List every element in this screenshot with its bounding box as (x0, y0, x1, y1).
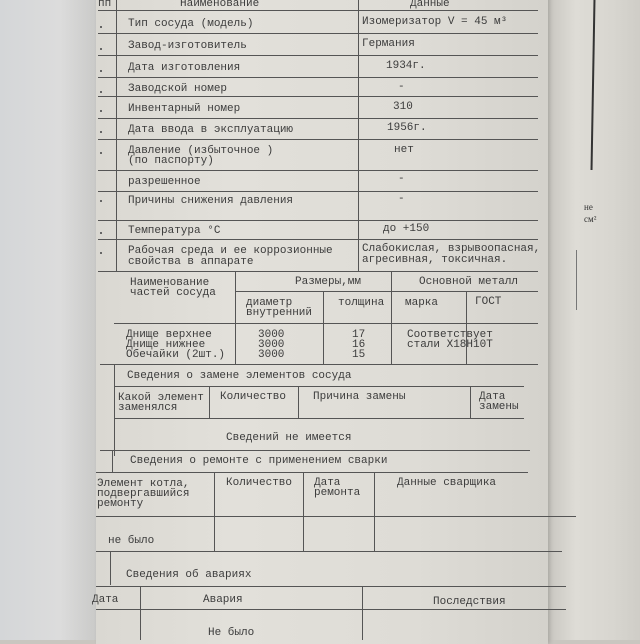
row-number (100, 110, 102, 112)
part-thickness: 16 (352, 339, 366, 351)
part-diameter: 3000 (258, 329, 285, 341)
col-quantity: Количество (220, 391, 287, 403)
divider (358, 0, 359, 272)
divider (100, 450, 530, 451)
divider (98, 55, 538, 56)
header-name: Наименование (180, 0, 260, 10)
part-diameter: 3000 (258, 349, 285, 361)
row-number (100, 252, 102, 254)
row-number (100, 232, 102, 234)
divider (114, 418, 524, 419)
col-welder: Данные сварщика (397, 477, 497, 489)
accidents-empty: Не было (208, 627, 255, 639)
divider (114, 386, 524, 387)
row-name: Тип сосуда (модель) (128, 18, 254, 30)
divider (98, 170, 538, 171)
divider (298, 386, 299, 418)
row-number (100, 70, 102, 72)
row-value: 310 (393, 101, 413, 113)
row-value: нет (394, 144, 414, 156)
accidents-title: Сведения об авариях (126, 569, 252, 581)
row-value: Изомеризатор V = 45 м³ (362, 16, 508, 28)
divider (98, 239, 538, 240)
divider (303, 472, 304, 552)
divider (466, 291, 467, 364)
replacement-empty: Сведений не имеется (226, 432, 352, 444)
row-name: Заводской номер (128, 83, 228, 95)
row-value: - (398, 193, 405, 205)
row-name: Рабочая среда и ее коррозионные (128, 245, 333, 257)
col-accident: Авария (203, 594, 243, 606)
header-num: пп (98, 0, 112, 10)
divider (98, 96, 538, 97)
col-date: Дата (479, 391, 506, 403)
col-date-2: замены (479, 401, 519, 413)
divider (114, 323, 538, 324)
divider (98, 191, 538, 192)
right-paper-stack (548, 0, 640, 640)
row-name: Инвентарный номер (128, 103, 241, 115)
divider (323, 291, 324, 364)
divider (362, 586, 363, 640)
sizes-header: Размеры,мм (295, 276, 362, 288)
col-element-2: заменялся (118, 402, 178, 414)
row-name: Причины снижения давления (128, 195, 294, 207)
divider (98, 139, 538, 140)
parts-header-2: частей сосуда (130, 287, 216, 299)
repair-title: Сведения о ремонте с применением сварки (130, 455, 388, 467)
divider (96, 516, 576, 517)
part-name: Днище нижнее (126, 339, 206, 351)
col-element: Какой элемент (118, 392, 204, 404)
grade-value: Соответствует (407, 329, 493, 341)
divider (98, 118, 538, 119)
row-number (100, 152, 102, 154)
divider (470, 386, 471, 418)
background-page (0, 0, 100, 640)
diameter-header-2: внутренний (246, 307, 313, 319)
row-number (100, 200, 102, 202)
divider (110, 551, 111, 585)
part-name: Обечайки (2шт.) (126, 349, 226, 361)
row-name: Дата ввода в эксплуатацию (128, 124, 294, 136)
divider (112, 450, 113, 472)
col-date-2: ремонта (314, 487, 361, 499)
divider (235, 272, 236, 364)
replacement-title: Сведения о замене элементов сосуда (127, 370, 352, 382)
side-note-2: см² (584, 214, 597, 224)
row-name: Дата изготовления (128, 62, 241, 74)
divider (98, 10, 538, 11)
row-value: Слабокислая, взрывоопасная, (362, 243, 541, 255)
divider (391, 272, 392, 364)
thickness-header: толщина (338, 297, 385, 309)
divider (96, 586, 566, 587)
divider (98, 220, 538, 221)
part-thickness: 17 (352, 329, 366, 341)
col-reason: Причина замены (313, 391, 406, 403)
row-number (100, 91, 102, 93)
row-value: - (398, 173, 405, 185)
divider (209, 386, 210, 418)
col-date: Дата (314, 477, 341, 489)
divider (96, 472, 528, 473)
divider (100, 364, 538, 365)
row-number (100, 48, 102, 50)
row-name: Завод-изготовитель (128, 40, 247, 52)
divider (96, 551, 562, 552)
side-note-1: не (584, 202, 593, 212)
divider (214, 472, 215, 552)
divider (98, 77, 538, 78)
gost-header: ГОСТ (475, 296, 502, 308)
part-thickness: 15 (352, 349, 366, 361)
row-value: - (398, 81, 405, 93)
divider (116, 0, 117, 272)
row-value-2: агресивная, токсичная. (362, 254, 508, 266)
row-name-2: (по паспорту) (128, 155, 214, 167)
col-consequences: Последствия (433, 596, 506, 608)
header-data: Данные (410, 0, 450, 10)
grade-value-2: стали Х18Н10Т (407, 339, 493, 351)
row-name: Температура °С (128, 225, 221, 237)
repair-empty: не было (108, 535, 155, 547)
parts-header: Наименование (130, 277, 210, 289)
divider (374, 472, 375, 552)
metal-header: Основной металл (419, 276, 519, 288)
row-name-2: свойства в аппарате (128, 256, 254, 268)
col-element-2: подвергавшийся (97, 488, 190, 500)
diameter-header: диаметр (246, 297, 293, 309)
divider (140, 586, 141, 640)
row-value: Германия (362, 38, 415, 50)
row-number (100, 131, 102, 133)
row-value: до +150 (383, 223, 430, 235)
paper-edge (591, 0, 596, 170)
row-name: разрешенное (128, 176, 201, 188)
part-name: Днище верхнее (126, 329, 212, 341)
col-element: Элемент котла, (97, 478, 190, 490)
divider (98, 33, 538, 34)
divider (98, 271, 538, 272)
row-value: 1934г. (386, 60, 426, 72)
grade-header: марка (405, 297, 439, 309)
row-value: 1956г. (387, 122, 427, 134)
divider (235, 291, 538, 292)
col-quantity: Количество (226, 477, 293, 489)
divider (96, 609, 566, 610)
col-date: Дата (92, 594, 119, 606)
part-diameter: 3000 (258, 339, 285, 351)
col-element-3: ремонту (97, 498, 144, 510)
paper-edge (576, 250, 577, 310)
row-number (100, 26, 102, 28)
divider (114, 364, 115, 456)
row-name: Давление (избыточное ) (128, 145, 274, 157)
